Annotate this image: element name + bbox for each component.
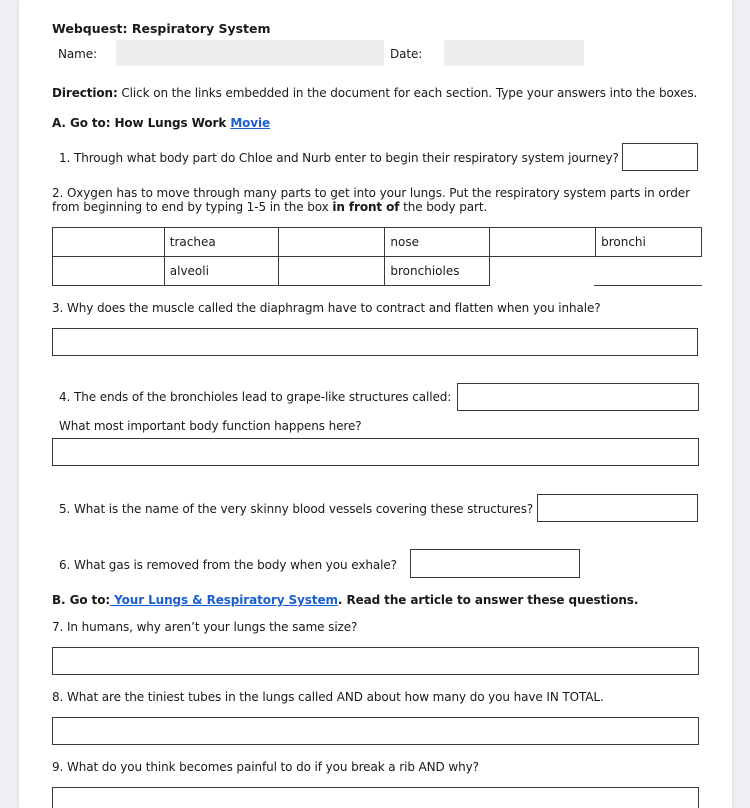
empty-cell [490, 257, 596, 286]
order-input-nose[interactable] [278, 228, 385, 257]
answer-7-box[interactable] [52, 647, 699, 675]
part-label-bronchi: bronchi [596, 228, 702, 257]
worksheet-title: Webquest: Respiratory System [52, 21, 271, 36]
order-table [52, 227, 702, 286]
answer-3-box[interactable] [52, 328, 698, 356]
order-input-alveoli[interactable] [53, 257, 165, 286]
question-6: 6. What gas is removed from the body when you exhale? [59, 558, 397, 572]
order-input-bronchi[interactable] [490, 228, 596, 257]
question-4-followup: What most important body function happens here? [59, 419, 362, 433]
question-1: 1. Through what body part do Chloe and Nurb enter to begin their respiratory system journey? [59, 151, 619, 165]
question-7: 7. In humans, why aren’t your lungs the same size? [52, 620, 358, 634]
q2-text-bold: in front of [332, 200, 400, 214]
empty-cell [596, 257, 702, 286]
answer-8-box[interactable] [52, 717, 699, 745]
part-label-nose: nose [385, 228, 490, 257]
name-field[interactable] [116, 40, 384, 66]
answer-6-box[interactable] [410, 549, 580, 578]
section-b-heading-after: . Read the article to answer these questions. [337, 593, 639, 607]
name-label: Name: [58, 47, 97, 61]
section-b-heading-before: B. Go to: [52, 593, 111, 607]
question-2-line-1: 2. Oxygen has to move through many parts to get into your lungs. Put the respiratory system parts in order [52, 186, 690, 200]
direction-text: Click on the links embedded in the document for each section. Type your answers into the boxes. [121, 86, 698, 100]
direction-label: Direction: [52, 86, 118, 100]
answer-5-box[interactable] [537, 494, 698, 522]
table-underline [594, 285, 702, 286]
q2-text-before: from beginning to end by typing 1-5 in the box [52, 200, 333, 214]
order-input-bronchioles[interactable] [278, 257, 385, 286]
answer-4-box[interactable] [457, 383, 699, 411]
answer-4-followup-box[interactable] [52, 438, 699, 466]
question-3: 3. Why does the muscle called the diaphragm have to contract and flatten when you inhale? [52, 301, 601, 315]
question-9: 9. What do you think becomes painful to do if you break a rib AND why? [52, 760, 479, 774]
table-row [53, 228, 702, 257]
order-input-trachea[interactable] [53, 228, 165, 257]
question-5: 5. What is the name of the very skinny blood vessels covering these structures? [59, 502, 534, 516]
answer-1-box[interactable] [622, 143, 698, 171]
answer-9-box[interactable] [52, 787, 699, 808]
part-label-trachea: trachea [164, 228, 278, 257]
direction-line [52, 86, 697, 100]
date-field[interactable] [444, 40, 584, 66]
question-4: 4. The ends of the bronchioles lead to grape-like structures called: [59, 390, 452, 404]
section-b-heading [52, 593, 638, 607]
document-page [19, 0, 732, 808]
table-row [53, 257, 702, 286]
date-label: Date: [390, 47, 423, 61]
part-label-bronchioles: bronchioles [385, 257, 490, 286]
q2-text-after: the body part. [399, 200, 488, 214]
movie-link[interactable]: Movie [230, 116, 271, 130]
lungs-article-link[interactable]: Your Lungs & Respiratory System [110, 593, 338, 607]
section-a-heading-text: A. Go to: How Lungs Work [52, 116, 231, 130]
part-label-alveoli: alveoli [164, 257, 278, 286]
question-2-line-2 [52, 200, 487, 214]
section-a-heading [52, 116, 270, 130]
question-8: 8. What are the tiniest tubes in the lungs called AND about how many do you have IN TOTAL. [52, 690, 604, 704]
